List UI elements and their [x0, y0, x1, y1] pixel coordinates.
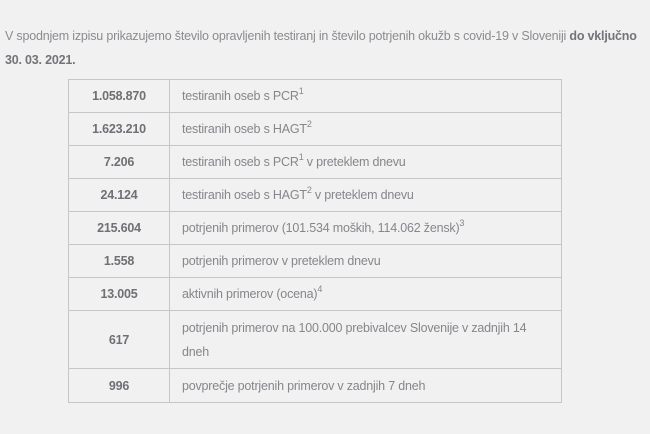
label-text: testiranih oseb s HAGT [182, 188, 307, 202]
label-text: potrjenih primerov (101.534 moških, 114.062 žensk) [182, 221, 460, 235]
table-row [69, 278, 561, 311]
stat-value: 1.623.210 [69, 113, 170, 145]
stat-label [170, 113, 561, 145]
footnote-ref: 4 [317, 283, 323, 294]
label-text: testiranih oseb s PCR [182, 155, 299, 169]
label-text: potrjenih primerov na 100.000 prebivalcev Slovenije v zadnjih 14 dneh [182, 320, 527, 359]
stat-value: 7.206 [69, 146, 170, 178]
intro-bold-date: 30. 03. 2021. [5, 53, 76, 67]
stat-value: 13.005 [69, 278, 170, 310]
label-text-after: v preteklem dnevu [311, 188, 414, 202]
footnote-ref: 2 [306, 118, 312, 129]
footnote-ref: 2 [306, 184, 312, 195]
stat-label [170, 212, 561, 244]
stat-value: 996 [69, 369, 170, 402]
stat-label [170, 80, 561, 112]
intro-text [5, 24, 637, 72]
table-row [69, 179, 561, 212]
intro-regular: V spodnjem izpisu prikazujemo število opravljenih testiranj in število potrjenih okužb s covid-19 v Sloveniji [5, 29, 570, 43]
stat-value: 1.058.870 [69, 80, 170, 112]
label-text: potrjenih primerov v preteklem dnevu [182, 254, 381, 268]
stat-label [170, 278, 561, 310]
stat-label [170, 179, 561, 211]
table-row [69, 80, 561, 113]
stat-value: 1.558 [69, 245, 170, 277]
intro-line-2 [5, 48, 637, 72]
label-text: aktivnih primerov (ocena) [182, 287, 318, 301]
label-text: povprečje potrjenih primerov v zadnjih 7 dneh [182, 378, 426, 393]
intro-bold-phrase: do vključno [569, 29, 637, 43]
covid-stats-table [68, 79, 562, 403]
stat-label [170, 369, 561, 402]
stat-label [170, 146, 561, 178]
label-text: testiranih oseb s HAGT [182, 122, 307, 136]
label-text: testiranih oseb s PCR [182, 89, 299, 103]
table-row [69, 245, 561, 278]
table-row [69, 369, 561, 402]
footnote-ref: 1 [298, 85, 304, 96]
intro-line-1 [5, 24, 637, 48]
table-row [69, 146, 561, 179]
footnote-ref: 1 [298, 151, 304, 162]
stat-value: 24.124 [69, 179, 170, 211]
stat-value: 215.604 [69, 212, 170, 244]
stat-value: 617 [69, 311, 170, 368]
label-text-after: v preteklem dnevu [303, 155, 406, 169]
table-row [69, 113, 561, 146]
table-row [69, 311, 561, 369]
footnote-ref: 3 [459, 217, 465, 228]
table-row [69, 212, 561, 245]
stat-label [170, 245, 561, 277]
stat-label [170, 311, 561, 368]
